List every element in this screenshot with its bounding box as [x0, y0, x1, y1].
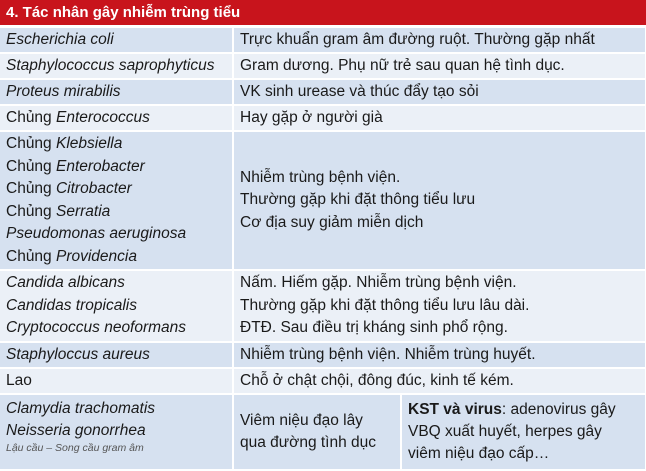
transmission-cell: Viêm niệu đạo lây qua đường tình dục [234, 395, 402, 469]
organism-line: Neisseria gonorrhea [6, 422, 146, 439]
organism-cell [0, 394, 233, 469]
organism-line: Clamydia trachomatis [6, 400, 156, 417]
section-title: 4. Tác nhân gây nhiễm trùng tiểu [0, 0, 646, 25]
organism-line: Cryptococcus neoformans [6, 319, 187, 337]
parasite-virus-cell: KST và virus: adenovirus gây VBQ xuất huyết, herpes gây viêm niệu đạo cấp… [402, 395, 645, 469]
organism-cell: Proteus mirabilis [0, 79, 233, 105]
organism-prefix: Chủng [6, 109, 56, 126]
table-row [0, 27, 646, 53]
description-line: Nấm. Hiếm gặp. Nhiễm trùng bệnh viện. [240, 274, 517, 292]
description-line: Cơ địa suy giảm miễn dịch [240, 213, 424, 231]
organism-line: Candidas tropicalis [6, 296, 137, 314]
description-cell: Chỗ ở chật chội, đông đúc, kinh tế kém. [233, 368, 646, 394]
description-cell [233, 270, 646, 342]
organism-cell [0, 131, 233, 270]
organism-line: Pseudomonas aeruginosa [6, 225, 187, 242]
description-line: ĐTĐ. Sau điều trị kháng sinh phổ rộng. [240, 319, 508, 337]
organism-line: Chủng Citrobacter [6, 180, 132, 197]
table-row [0, 79, 646, 105]
organism-line: Chủng Enterobacter [6, 157, 145, 175]
pathogen-table [0, 26, 646, 469]
organism-line: Candida albicans [6, 274, 125, 292]
organism-line: Chủng Serratia [6, 202, 111, 220]
organism-line: Chủng Providencia [6, 247, 137, 265]
description-cell [233, 131, 646, 270]
description-cell: Trực khuẩn gram âm đường ruột. Thường gặp nhất [233, 27, 646, 53]
table-row [0, 105, 646, 131]
organism-cell: Lao [0, 368, 233, 394]
description-line: Thường gặp khi đặt thông tiểu lưu [240, 191, 476, 209]
description-cell: Hay gặp ở người già [233, 105, 646, 131]
table-row [0, 53, 646, 79]
description-cell: VK sinh urease và thúc đẩy tạo sỏi [233, 79, 646, 105]
organism-cell: Escherichia coli [0, 27, 233, 53]
organism-note: Lậu cầu – Song cầu gram âm [6, 442, 144, 454]
organism-cell: Staphylococcus saprophyticus [0, 53, 233, 79]
table-row [0, 131, 646, 270]
description-cell [233, 394, 646, 469]
description-line: Thường gặp khi đặt thông tiểu lưu lâu dài. [240, 296, 530, 314]
organism-cell [0, 270, 233, 342]
table-row [0, 270, 646, 342]
table-row [0, 342, 646, 368]
description-line: Nhiễm trùng bệnh viện. [240, 168, 401, 186]
table-row [0, 394, 646, 469]
description-cell: Nhiễm trùng bệnh viện. Nhiễm trùng huyết. [233, 342, 646, 368]
organism-line: Chủng Klebsiella [6, 135, 123, 152]
description-cell: Gram dương. Phụ nữ trẻ sau quan hệ tình dục. [233, 53, 646, 79]
organism-cell [0, 105, 233, 131]
table-row [0, 368, 646, 394]
organism-name: Enterococcus [55, 109, 150, 126]
organism-cell: Staphyloccus aureus [0, 342, 233, 368]
